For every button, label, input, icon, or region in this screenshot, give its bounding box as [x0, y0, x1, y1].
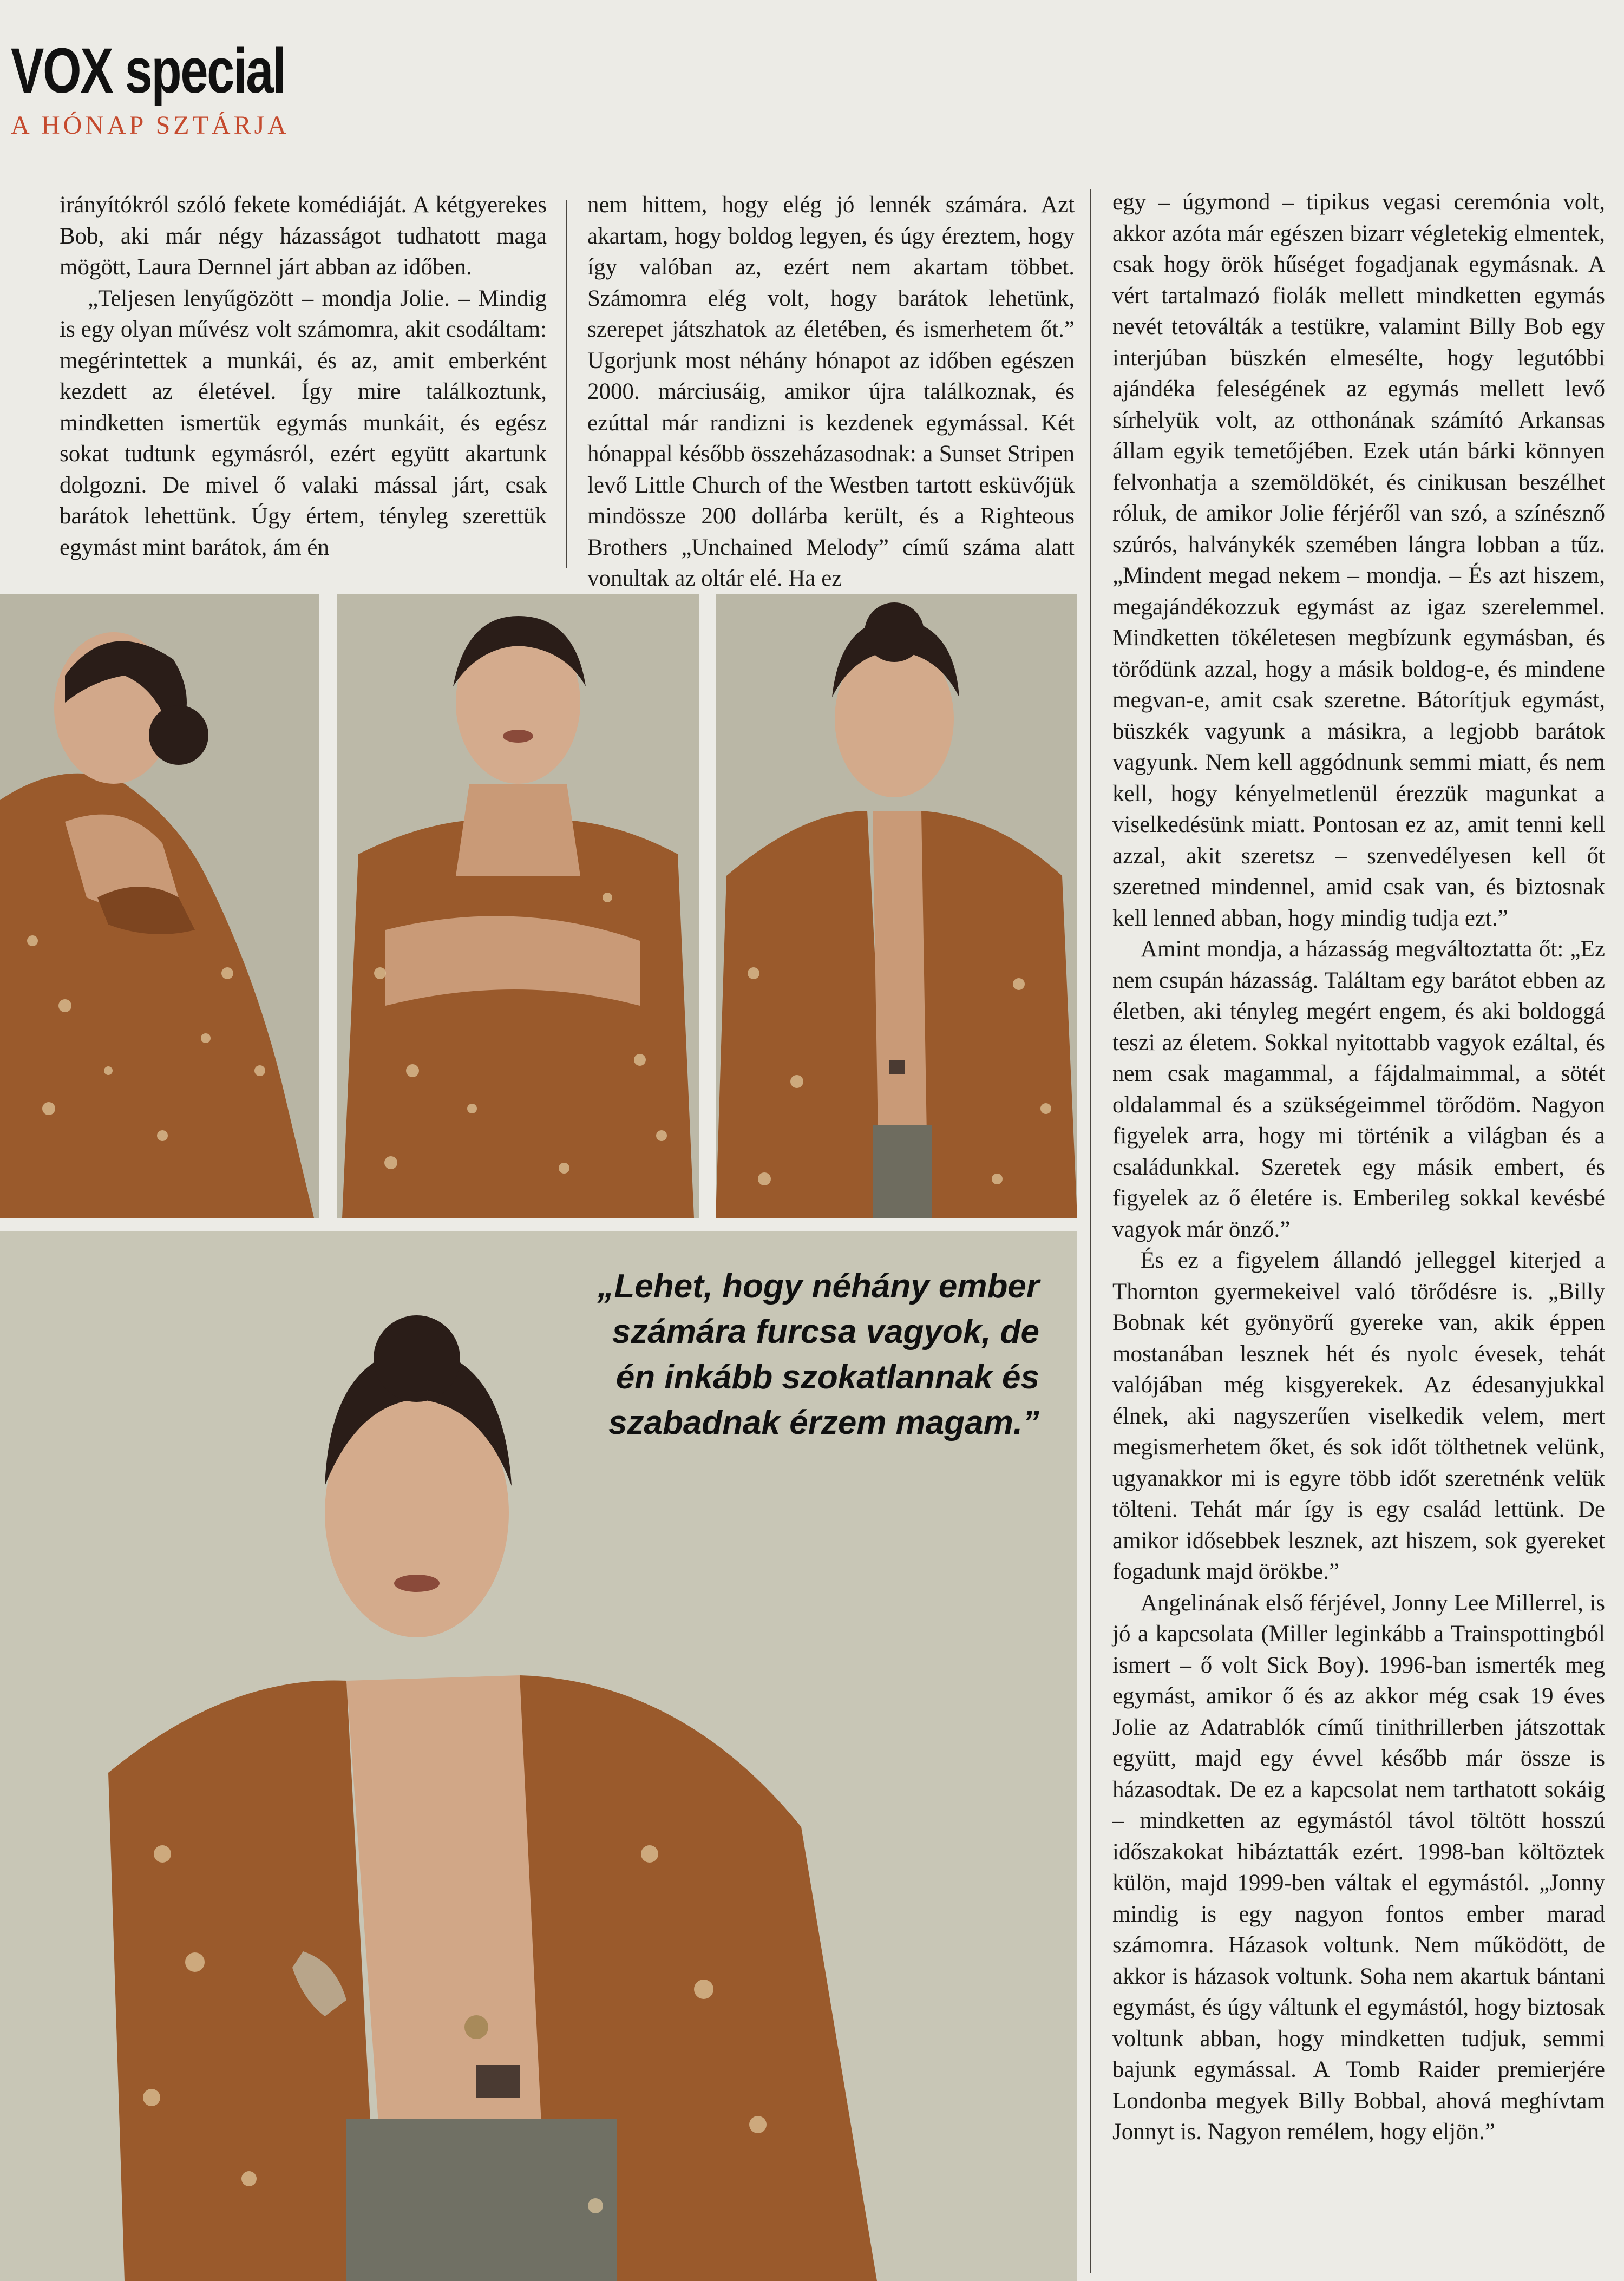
portrait-photo-3-illustration: [716, 594, 1077, 1218]
brand-title: VOX special: [11, 35, 285, 107]
column-divider: [1090, 189, 1091, 2273]
portrait-photo-2-illustration: [337, 594, 699, 1218]
article-column-3: [1112, 187, 1605, 2190]
paragraph: irányítókról szóló fekete komédiáját. A kétgyerekes Bob, aki már négy házasságot tudhatott maga mögött, Laura Dernnel járt abban az időben.: [60, 192, 547, 280]
paragraph: Angelinának első férjével, Jonny Lee Millerrel, is jó a kapcsolata (Miller leginkább a Trainspottingból ismert – ő volt Sick Boy). 1996-ban ismerték meg egymást, amikor ő és az akkor még csak 19 éves Jolie az Adatrablók című tinithrillerben játszottak együtt, majd egy évvel később már össze is házasodtak. De ez a kapcsolat nem tarthatott sokáig – mindketten az egymástól távol töltött hosszú időszakokat hibáztatták ezért. 1998-ban költöztek külön, majd 1999-ben váltak el egymástól. „Jonny mindig is egy nagyon fontos ember marad számomra. Házasok voltunk. Nem működött, de akkor is házasok voltunk. Soha nem akartuk bántani egymást, és úgy váltunk el egymástól, hogy biztosak voltunk abban, hogy mindketten tudjuk, semmi bajunk egymással. A Tomb Raider premierjére Londonba megyek Billy Bobbal, ahová meghívtam Jonnyt is. Nagyon remélem, hogy eljön.”: [1112, 1590, 1605, 2145]
pull-quote: „Lehet, hogy néhány ember számára furcsa vagyok, de én inkább szokatlannak és szabadnak érzem magam.”: [597, 1268, 1039, 1441]
article-column-1: [60, 189, 547, 568]
paragraph: „Teljesen lenyűgözött – mondja Jolie. – Mindig is egy olyan művész volt számomra, akit csodáltam: megérintettek a munkái, és az, amit emberként kezdett az életével. Így mire találkoztunk, mindketten ismertük egymás munkáit, és egész sokat tudtunk egymásról, ezért együtt akartunk dolgozni. De mivel ő valaki mással járt, csak barátok lehettünk. Úgy értem, tényleg szerettük egymást mint barátok, ám én: [60, 285, 547, 560]
paragraph: És ez a figyelem állandó jelleggel kiterjed a Thornton gyermekeivel való törődésre is. „Billy Bobnak két gyönyörű gyereke van, akik éppen mostanában lesznek hét és nyolc évesek, tehát valójában még kisgyerekek. Az édesanyjukkal élnek, aki nagyszerűen viselkedik velem, mert megismerhetem őket, és sok időt tölthetnek velünk, ugyanakkor mi is egyre több időt szeretnénk velük tölteni. Tehát már így is egy család lettünk. De amikor idősebbek lesznek, azt hiszem, sok gyereket fogadunk majd örökbe.”: [1112, 1248, 1605, 1584]
magazine-header: [11, 35, 362, 140]
column-divider: [566, 200, 567, 568]
paragraph: egy – úgymond – tipikus vegasi ceremónia volt, akkor azóta már egészen bizarr végletekig elmentek, csak hogy örök hűséget fogadjanak egymásnak. A vért tartalmazó fiolák mellett mindketten egymás nevét tetoválták a testükre, valamint Billy Bob egy interjúban büszkén elmesélte, hogy legutóbbi ajándéka feleségének az egymás mellett levő sírhelyük volt, az otthonának számító Arkansas állam egyik temetőjében. Ezek után bárki könnyen felvonhatja a szemöldökét, és cinikusan beszélhet róluk, de amikor Jolie férjéről van szó, a színésznő szúrós, halványkék szemében lángra lobban a tűz. „Mindent megad nekem – mondja. – És azt hiszem, megajándékozzuk egymást az igaz szerelemmel. Mindketten tökéletesen megbízunk egymásban, és törődünk azzal, hogy a másik boldog-e, és mindene megvan-e, amit csak szeretne. Bátorítjuk egymást, büszkék vagyunk a másikra, a legjobb barátok vagyunk. Nem kell aggódnunk semmi miatt, és nem kell, hogy kényelmetlenül érezzük magunkat a viselkedésünk miatt. Pontosan ez az, amit tenni kell azzal, akit szeretsz – szenvedélyesen kell őt szeretned mindennel, amid csak van, és biztosnak kell lenned abban, hogy mindig tudja ezt.”: [1112, 189, 1605, 931]
portrait-photo-3: [716, 594, 1077, 1218]
paragraph: Amint mondja, a házasság megváltoztatta őt: „Ez nem csupán házasság. Találtam egy barátot ebben az életben, aki tényleg megért engem, és aki boldoggá teszi az életem. Sokkal nyitottabb vagyok ezáltal, és nem csak magammal, a fájdalmaimmal, a sötét oldalammal és a szükségeimmel törődöm. Nagyon figyelek arra, hogy mi történik a világban és a családunkkal. Szeretek egy másik embert, és figyelek az ő életére is. Emberileg sokkal kevésbé vagyok már önző.”: [1112, 936, 1605, 1242]
portrait-photo-1: [0, 594, 319, 1218]
article-column-2: [587, 189, 1075, 591]
section-title: A HÓNAP SZTÁRJA: [11, 111, 290, 140]
portrait-photo-2: [337, 594, 699, 1218]
paragraph: nem hittem, hogy elég jó lennék számára. Azt akartam, hogy boldog legyen, és úgy éreztem, hogy így valóban az, ezért nem akartam többet. Számomra elég volt, hogy barátok lehetünk, szerepet játszhatok az életében, és ismerhetem őt.” Ugorjunk most néhány hónapot az időben egészen 2000. márciusáig, amikor újra találkoznak, és ezúttal már randizni is kezdenek egymással. Két hónappal később összeházasodnak: a Sunset Stripen levő Little Church of the Westben tartott esküvőjük mindössze 200 dollárba került, és a Righteous Brothers „Unchained Melody” című száma alatt vonultak az oltár elé. Ha ez: [587, 192, 1075, 591]
portrait-photo-1-illustration: [0, 594, 319, 1218]
